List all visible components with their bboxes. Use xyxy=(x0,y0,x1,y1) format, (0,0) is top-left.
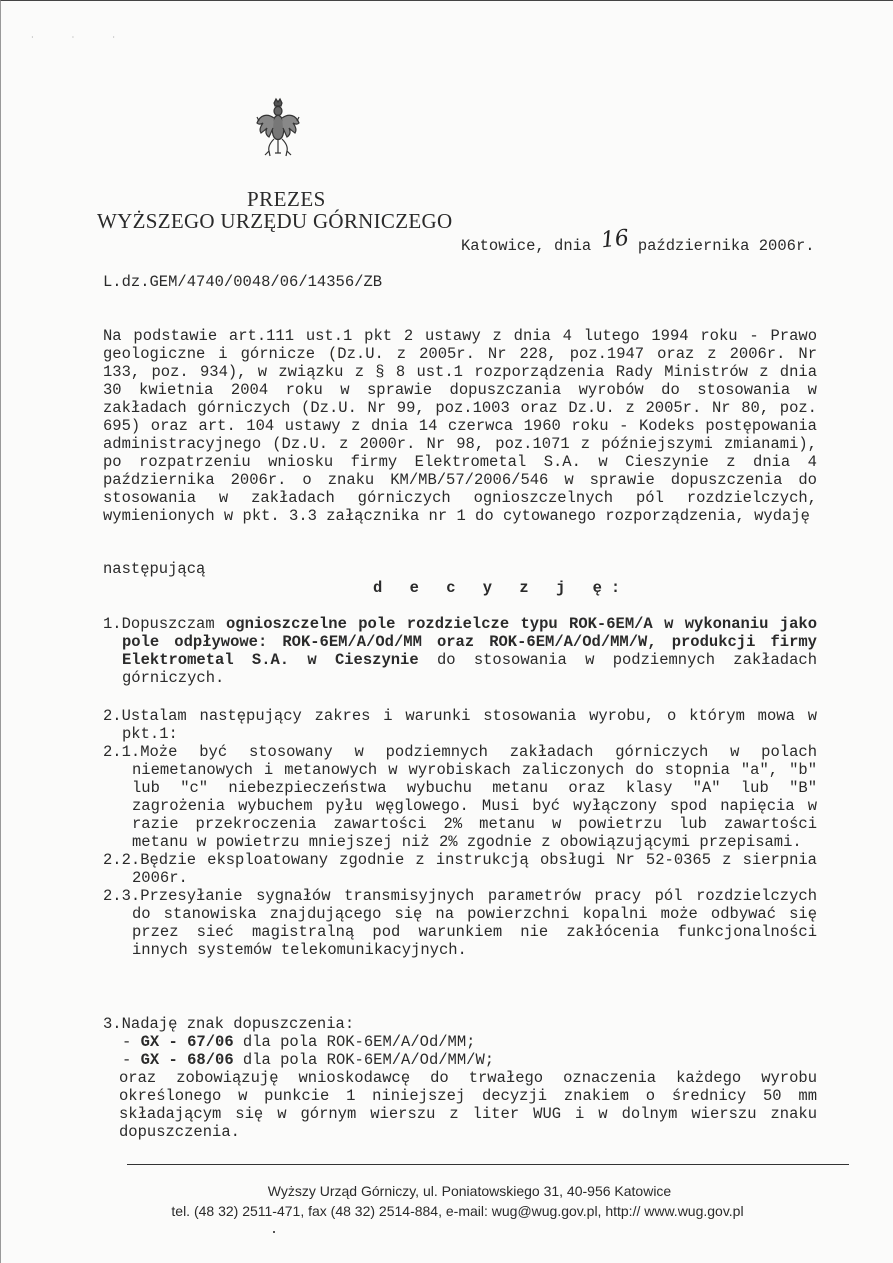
point-2-2: 2.2.Będzie eksploatowany zgodnie z instrukcją obsługi Nr 52-0365 z sierpnia 2006r. xyxy=(103,851,817,887)
decision-point-1 xyxy=(103,615,817,687)
office-title-line1: PREZES xyxy=(247,187,326,211)
approval-mark-2-desc: dla pola ROK-6EM/A/Od/MM/W; xyxy=(233,1051,495,1069)
approval-mark-1-desc: dla pola ROK-6EM/A/Od/MM; xyxy=(233,1033,476,1051)
approval-mark-1: - GX - 67/06 dla pola ROK-6EM/A/Od/MM; xyxy=(122,1033,476,1051)
point-2-1: 2.1.Może być stosowany w podziemnych zakładach górniczych w polach niemetanowych i metanowych w wyrobiskach zaliczonych do stopnia "a", "b" lub "c" niebezpieczeństwa wybuchu metanu oraz klasy "A" lub "B" zagrożenia wybuchem pyłu węglowego. Musi być wyłączony spod napięcia w razie przekroczenia zawartości 2% metanu w powietrzu lub zawartości metanu w powietrzu mniejszej niż 2% zgodnie z obowiązującymi przepisami. xyxy=(103,743,817,851)
point-1-text xyxy=(103,615,817,687)
date-prefix: Katowice, dnia xyxy=(461,237,601,255)
decision-heading: d e c y z j ę: xyxy=(373,579,630,597)
footer-divider xyxy=(127,1164,849,1165)
point-1-lead: Dopuszczam xyxy=(121,615,226,633)
date-suffix: października 2006r. xyxy=(628,237,815,255)
scan-dot xyxy=(273,1231,275,1233)
point-2-intro: 2.Ustalam następujący zakres i warunki stosowania wyrobu, o którym mowa w pkt.1: xyxy=(103,707,817,743)
handwritten-day: 16 xyxy=(599,225,630,254)
legal-basis-paragraph: Na podstawie art.111 ust.1 pkt 2 ustawy z dnia 4 lutego 1994 roku - Prawo geologiczne i górnicze (Dz.U. z 2005r. Nr 228, poz.1947 oraz z 2006r. Nr 133, poz. 934), w związku z § 8 ust.1 rozporządzenia Rady Ministrów z dnia 30 kwietnia 2004 roku w sprawie dopuszczania wyrobów do stosowania w zakładach górniczych (Dz.U. Nr 99, poz.1003 oraz Dz.U. z 2005r. Nr 80, poz. 695) oraz art. 104 ustawy z dnia 14 czerwca 1960 roku - Kodeks postępowania administracyjnego (Dz.U. z 2000r. Nr 98, poz.1071 z późniejszymi zmianami), po rozpatrzeniu wniosku firmy Elektrometal S.A. w Cieszynie z dnia 4 października 2006r. o znaku KM/MB/57/2006/546 w sprawie dopuszczenia do stosowania w zakładach górniczych ognioszczelnych pól rozdzielczych, wymienionych w pkt. 3.3 załącznika nr 1 do cytowanego rozporządzenia, wydaję xyxy=(103,327,817,525)
eagle-emblem-icon xyxy=(255,97,301,159)
office-title-line2: WYŻSZEGO URZĘDU GÓRNICZEGO xyxy=(97,209,453,233)
footer-contact: tel. (48 32) 2511-471, fax (48 32) 2514-884, e-mail: wug@wug.gov.pl, http:// www.wug.gov.pl xyxy=(171,1203,744,1219)
footer-address: Wyższy Urząd Górniczy, ul. Poniatowskiego 31, 40-956 Katowice xyxy=(267,1183,672,1199)
reference-number: L.dz.GEM/4740/0048/06/14356/ZB xyxy=(103,273,383,291)
point-1-number: 1. xyxy=(103,615,122,633)
approval-mark-2: - GX - 68/06 dla pola ROK-6EM/A/Od/MM/W; xyxy=(122,1051,495,1069)
approval-mark-1-code: GX - 67/06 xyxy=(140,1033,234,1051)
legal-basis-last-word: następującą xyxy=(103,560,206,578)
point-1-tail: do stosowania w podziemnych zakładach górniczych. xyxy=(122,651,817,687)
point-3-intro: 3.Nadaję znak dopuszczenia: xyxy=(103,1015,355,1033)
decision-point-2 xyxy=(103,707,817,959)
point-1-product: ognioszczelne pole rozdzielcze typu ROK-6EM/A w wykonaniu jako pole odpływowe: ROK-6EM/A/Od/MM oraz ROK-6EM/A/Od/MM/W, produkcji firmy Elektrometal S.A. w Cieszynie xyxy=(122,615,817,669)
approval-mark-2-code: GX - 68/06 xyxy=(140,1051,234,1069)
point-2-3: 2.3.Przesyłanie sygnałów transmisyjnych parametrów pracy pól rozdzielczych do stanowiska znajdującego się na powierzchni kopalni może odbywać się przez sieć magistralną pod warunkiem nie zakłócenia funkcjonalności innych systemów telekomunikacyjnych. xyxy=(103,887,817,959)
date-line xyxy=(461,225,815,255)
point-3-closing: oraz zobowiązuję wnioskodawcę do trwałego oznaczenia każdego wyrobu określonego w punkcie 1 niniejszej decyzji znakiem o średnicy 50 mm składającym się w górnym wierszu z liter WUG i w dolnym wierszu znaku dopuszczenia. xyxy=(119,1069,817,1141)
decision-point-3 xyxy=(103,1015,817,1141)
scan-specks: · · · xyxy=(31,33,133,42)
